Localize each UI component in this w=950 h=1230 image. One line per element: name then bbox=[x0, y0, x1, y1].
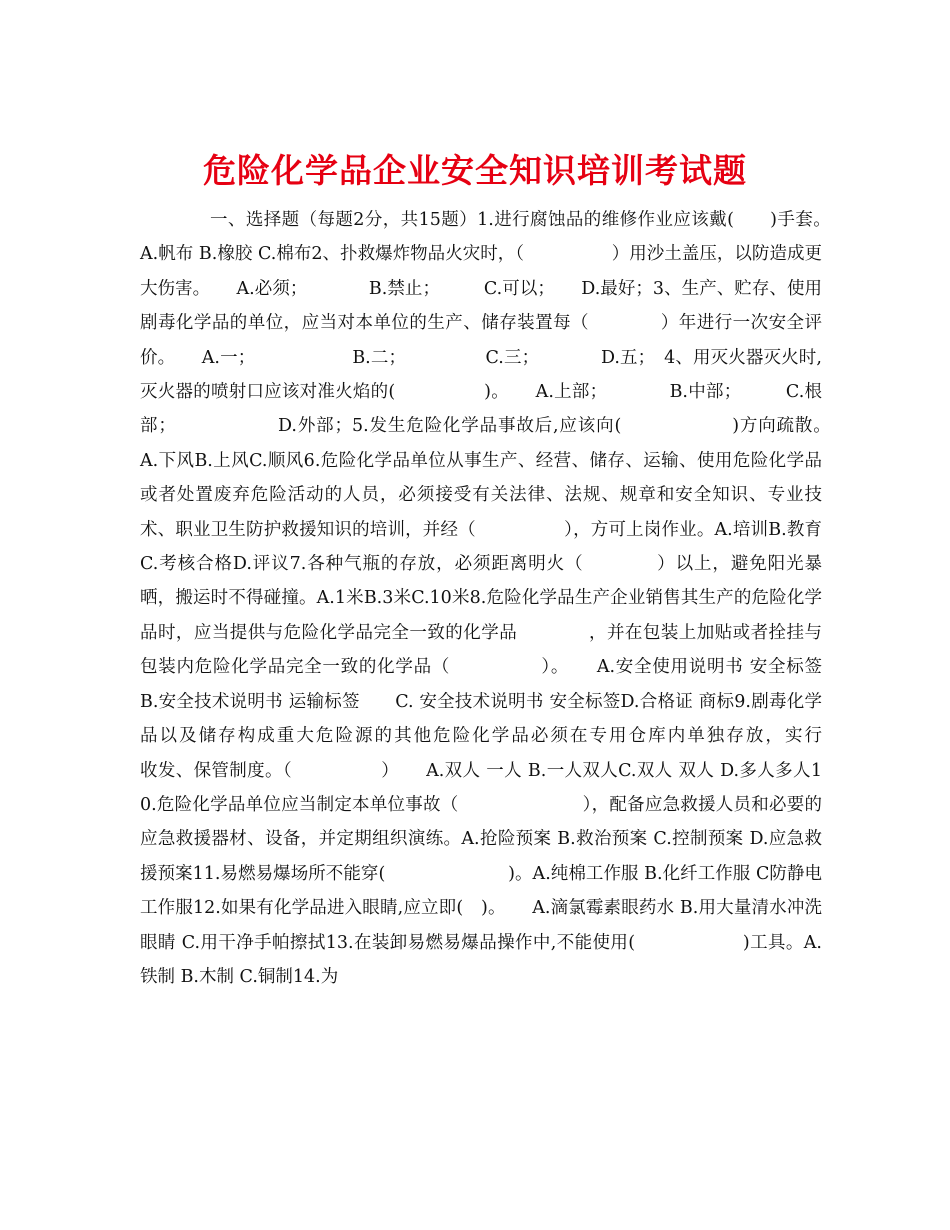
exam-questions-text: 一、选择题（每题2分，共15题）1.进行腐蚀品的维修作业应该戴( )手套。 A.帆布 B.橡胶 C.棉布2、扑救爆炸物品火灾时，（ ）用沙土盖压，以防造成更大伤害。 A.必须； B.禁止； C.可以； D.最好；3、生产、贮存、使用剧毒化学品的单位，应当对本单位的生产、储存装置每（ ）年进行一次安全评价。 A.一； B.二； C.三； D.五； 4、用灭火器灭火时,灭火器的喷射口应该对准火焰的( )。 A.上部； B.中部； C.根部； D.外部；5.发生危险化学品事故后,应该向( )方向疏散。 A.下风B.上风C.顺风6.危险化学品单位从事生产、经营、储存、运输、使用危险化学品或者处置废弃危险活动的人员，必须接受有关法律、法规、规章和安全知识、专业技术、职业卫生防护救援知识的培训，并经（ ），方可上岗作业。A.培训B.教育C.考核合格D.评议7.各种气瓶的存放，必须距离明火（ ）以上，避免阳光暴晒，搬运时不得碰撞。A.1米B.3米C.10米8.危险化学品生产企业销售其生产的危险化学品时，应当提供与危险化学品完全一致的化学品 ，并在包装上加贴或者拴挂与包装内危险化学品完全一致的化学品（ ）。 A.安全使用说明书 安全标签 B.安全技术说明书 运输标签 C. 安全技术说明书 安全标签D.合格证 商标9.剧毒化学品以及储存构成重大危险源的其他危险化学品必须在专用仓库内单独存放，实行 收发、保管制度。（ ） A.双人 一人 B.一人双人C.双人 双人 D.多人多人10.危险化学品单位应当制定本单位事故（ ），配备应急救援人员和必要的应急救援器材、设备，并定期组织演练。A.抢险预案 B.救治预案 C.控制预案 D.应急救援预案11.易燃易爆场所不能穿( )。A.纯棉工作服 B.化纤工作服 C防静电工作服12.如果有化学品进入眼睛,应立即( )。 A.滴氯霉素眼药水 B.用大量清水冲洗眼睛 C.用干净手帕擦拭13.在装卸易燃易爆品操作中,不能使用( )工具。A.铁制 B.木制 C.铜制14.为 bbox=[140, 210, 892, 987]
document-title: 危险化学品企业安全知识培训考试题 bbox=[203, 151, 747, 191]
